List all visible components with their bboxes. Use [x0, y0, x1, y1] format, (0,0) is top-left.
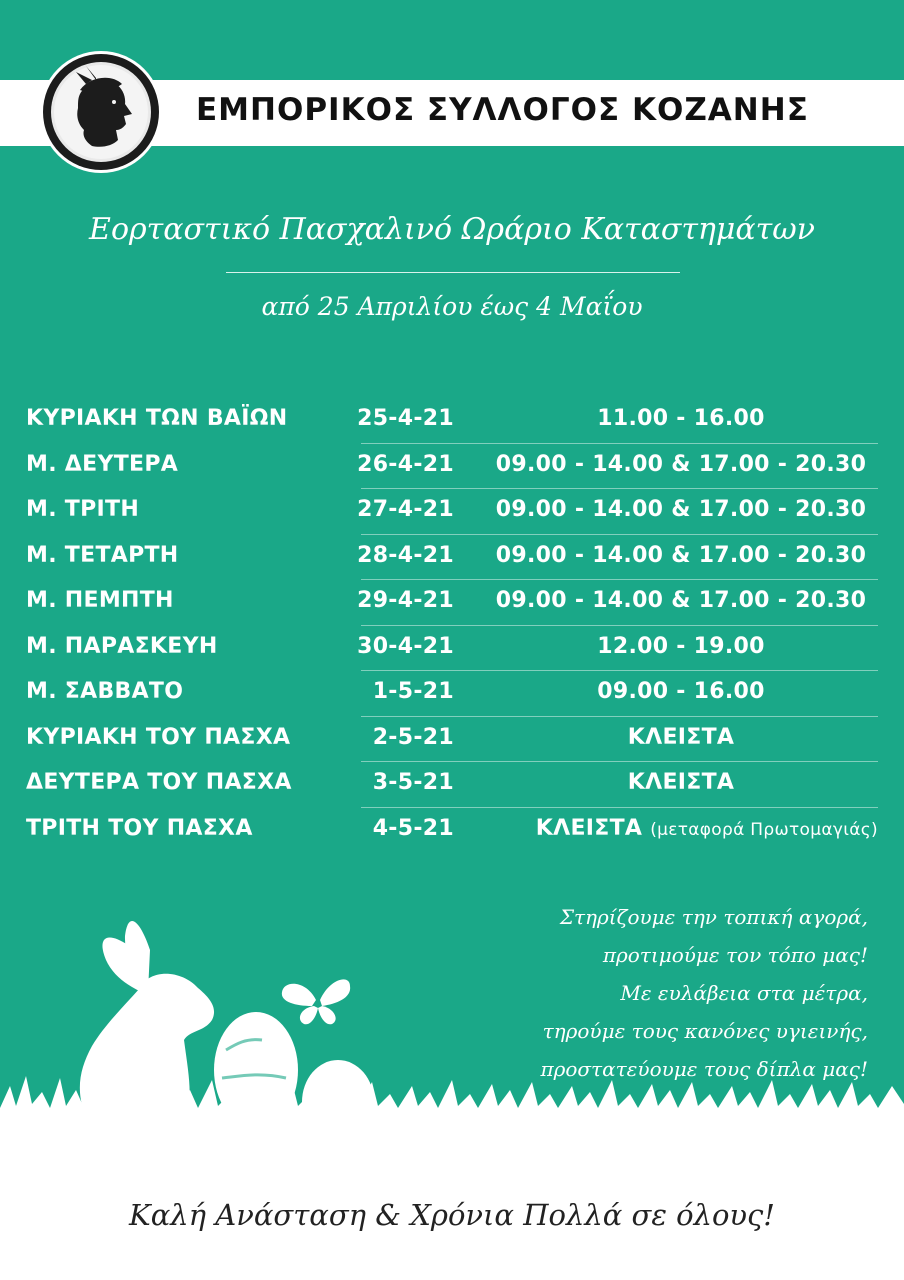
- date: 4-5-21: [372, 815, 454, 841]
- date: 28-4-21: [357, 542, 454, 568]
- schedule-row: [26, 398, 878, 444]
- date: 1-5-21: [372, 679, 454, 704]
- date: 30-4-21: [357, 633, 454, 659]
- opening-hours: [484, 770, 878, 795]
- schedule-row: [26, 717, 878, 763]
- date: 25-4-21: [357, 406, 454, 431]
- opening-hours: [484, 406, 878, 431]
- day-name: Μ. ΣΑΒΒΑΤΟ: [26, 679, 184, 704]
- schedule-row: [26, 762, 878, 808]
- hermes-head-coin-icon: [36, 50, 166, 174]
- opening-hours: [484, 634, 878, 659]
- day-name: Μ. ΠΑΡΑΣΚΕΥΗ: [26, 633, 218, 659]
- header-title: ΕΜΠΟΡΙΚΟΣ ΣΥΛΛΟΓΟΣ ΚΟΖΑΝΗΣ: [196, 92, 809, 128]
- date: 29-4-21: [357, 588, 454, 613]
- day-name: Μ. ΤΕΤΑΡΤΗ: [26, 542, 179, 568]
- hours-text: ΚΛΕΙΣΤΑ: [627, 770, 735, 795]
- slogan-line: Με ευλάβεια στα μέτρα,: [620, 981, 868, 1005]
- day-name: ΤΡΙΤΗ ΤΟΥ ΠΑΣΧΑ: [26, 815, 253, 841]
- rabbit-silhouette-icon: [80, 921, 214, 1112]
- title-divider: [226, 272, 680, 273]
- schedule-row: [26, 671, 878, 717]
- slogan-line: τηρούμε τους κανόνες υγιεινής,: [542, 1019, 868, 1043]
- hours-text: ΚΛΕΙΣΤΑ: [627, 724, 735, 750]
- schedule-row: [26, 444, 878, 490]
- hours-text: 09.00 - 14.00 & 17.00 - 20.30: [495, 542, 867, 568]
- slogan-line: Στηρίζουμε την τοπική αγορά,: [559, 905, 868, 929]
- grass-icon: [0, 1076, 904, 1280]
- day-name: ΔΕΥΤΕΡΑ ΤΟΥ ΠΑΣΧΑ: [26, 770, 292, 795]
- hours-text: 09.00 - 14.00 & 17.00 - 20.30: [495, 497, 867, 522]
- opening-hours: [484, 497, 878, 522]
- day-name: Μ. ΠΕΜΠΤΗ: [26, 588, 174, 613]
- date: 3-5-21: [372, 770, 454, 795]
- schedule-row: [26, 626, 878, 672]
- schedule-title: Εορταστικό Πασχαλινό Ωράριο Καταστημάτων: [89, 212, 815, 247]
- hours-text: 09.00 - 16.00: [597, 679, 765, 704]
- schedule-row: [26, 580, 878, 626]
- schedule-row: [26, 489, 878, 535]
- easter-greeting: Καλή Ανάσταση & Χρόνια Πολλά σε όλους!: [129, 1198, 775, 1232]
- hours-text: 09.00 - 14.00 & 17.00 - 20.30: [495, 588, 867, 613]
- opening-hours: [484, 452, 878, 477]
- opening-hours: [484, 543, 878, 568]
- hours-text: ΚΛΕΙΣΤΑ: [535, 815, 643, 841]
- schedule-table: [26, 398, 878, 853]
- date: 2-5-21: [372, 724, 454, 750]
- day-name: Μ. ΔΕΥΤΕΡΑ: [26, 451, 179, 477]
- hours-text: 11.00 - 16.00: [597, 406, 765, 431]
- day-name: ΚΥΡΙΑΚΗ ΤΟΥ ΠΑΣΧΑ: [26, 724, 291, 750]
- opening-hours: [484, 588, 878, 613]
- day-name: ΚΥΡΙΑΚΗ ΤΩΝ ΒΑΪΩΝ: [26, 406, 288, 431]
- hours-note: (μεταφορά Πρωτομαγιάς): [650, 819, 878, 840]
- slogan-line: προστατεύουμε τους δίπλα μας!: [540, 1057, 868, 1081]
- slogan-line: προτιμούμε τον τόπο μας!: [602, 943, 868, 967]
- opening-hours: [488, 816, 878, 841]
- opening-hours: [484, 679, 878, 704]
- schedule-row: [26, 808, 878, 854]
- date: 27-4-21: [357, 497, 454, 522]
- hours-text: 12.00 - 19.00: [597, 633, 765, 659]
- butterfly-icon: [282, 979, 350, 1024]
- date-range: από 25 Απριλίου έως 4 Μαΐου: [261, 292, 643, 321]
- opening-hours: [484, 725, 878, 750]
- day-name: Μ. ΤΡΙΤΗ: [26, 497, 140, 522]
- schedule-row: [26, 535, 878, 581]
- hours-text: 09.00 - 14.00 & 17.00 - 20.30: [495, 451, 867, 477]
- date: 26-4-21: [357, 451, 454, 477]
